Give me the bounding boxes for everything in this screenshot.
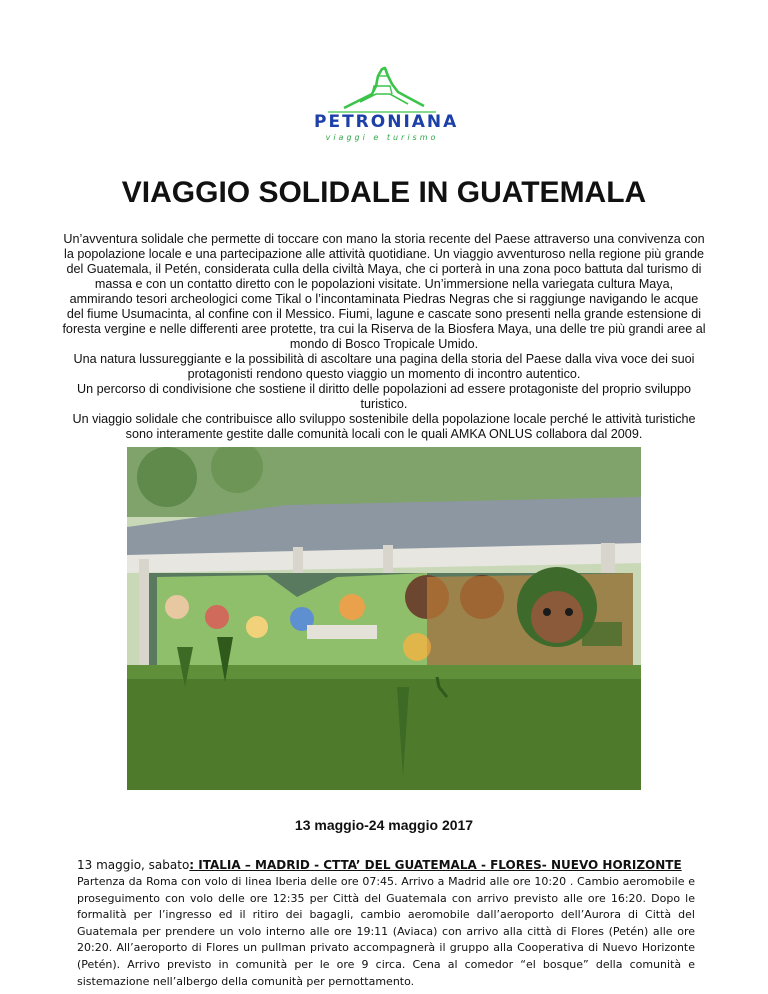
page-title: VIAGGIO SOLIDALE IN GUATEMALA xyxy=(121,176,647,209)
intro-paragraph: Un percorso di condivisione che sostiene il diritto delle popolazioni ad essere protagoniste del proprio sviluppo turistico. xyxy=(77,382,691,411)
intro-paragraph: Un’avventura solidale che permette di toccare con mano la storia recente del Paese attraverso una convivenza con la popolazione locale e una partecipazione alle attività quotidiane. Un viaggio avventuroso nella regione più grande del Guatemala, il Petén, considerata culla della civiltà Maya, che ci porterà in una zona poco battuta dal turismo di massa e con un contatto diretto con le popolazioni visitate. Un’immersione nella variegata cultura Maya, ammirando tesori archeologici come Tikal o l’incontaminata Piedras Negras che si raggiunge navigando le acque del fiume Usumacinta, al confine con il Messico. Fiumi, lagune e cascate sono presenti nella grande estensione di foresta vergine e nelle differenti aree protette, tra cui la Riserva de la Biosfera Maya, una delle tre più grandi aree al mondo di Bosco Tropicale Umido. xyxy=(62,232,706,351)
mural-photo xyxy=(127,447,641,790)
day-label: 13 maggio, sabato xyxy=(77,858,190,872)
mural-photo-icon xyxy=(127,447,641,790)
day-description: Partenza da Roma con volo di linea Iberia delle ore 07:45. Arrivo a Madrid alle ore 10:20 . Cambio aeromobile e proseguimento con volo delle ore 12:35 per Città del Guatemala con arrivo previsto alle ore 16:20. Dopo le formalità per l’ingresso ed il ritiro dei bagagli, cambio aeromobile dall’aeroporto dell’Aurora di Città del Guatemala per prendere un volo interno alle ore 19:11 (Aviaca) con arrivo alla città di Flores (Petén) alle ore 20:20. All’aeroporto di Flores un pullman privato accompagnerà il gruppo alla Cooperativa di Nuevo Horizonte (Petén). Arrivo previsto in comunità per le ore 9 circa. Cena al comedor “el bosque” della comunità e sistemazione nell’albergo della comunità per pernottamento. xyxy=(77,875,695,988)
trip-dates: 13 maggio-24 maggio 2017 xyxy=(294,817,474,833)
petroniana-logo xyxy=(314,64,459,146)
logo-wordmark: PETRONIANA xyxy=(314,112,459,132)
day-heading xyxy=(77,858,717,872)
intro-paragraph: Una natura lussureggiante e la possibilità di ascoltare una pagina della storia del Paese dalla viva voce dei suoi protagonisti rendono questo viaggio un momento di incontro autentico. xyxy=(73,352,695,381)
pyramid-logo-icon xyxy=(314,64,450,116)
logo-tagline: viaggi e turismo xyxy=(325,133,439,142)
intro-text xyxy=(62,232,706,442)
day-route: : ITALIA – MADRID - CTTA’ DEL GUATEMALA - FLORES- NUEVO HORIZONTE xyxy=(189,858,682,872)
intro-paragraph: Un viaggio solidale che contribuisce allo sviluppo sostenibile della popolazione locale perché le attività turistiche sono interamente gestite dalle comunità locali con le quali AMKA ONLUS collabora dal 2009. xyxy=(72,412,696,441)
